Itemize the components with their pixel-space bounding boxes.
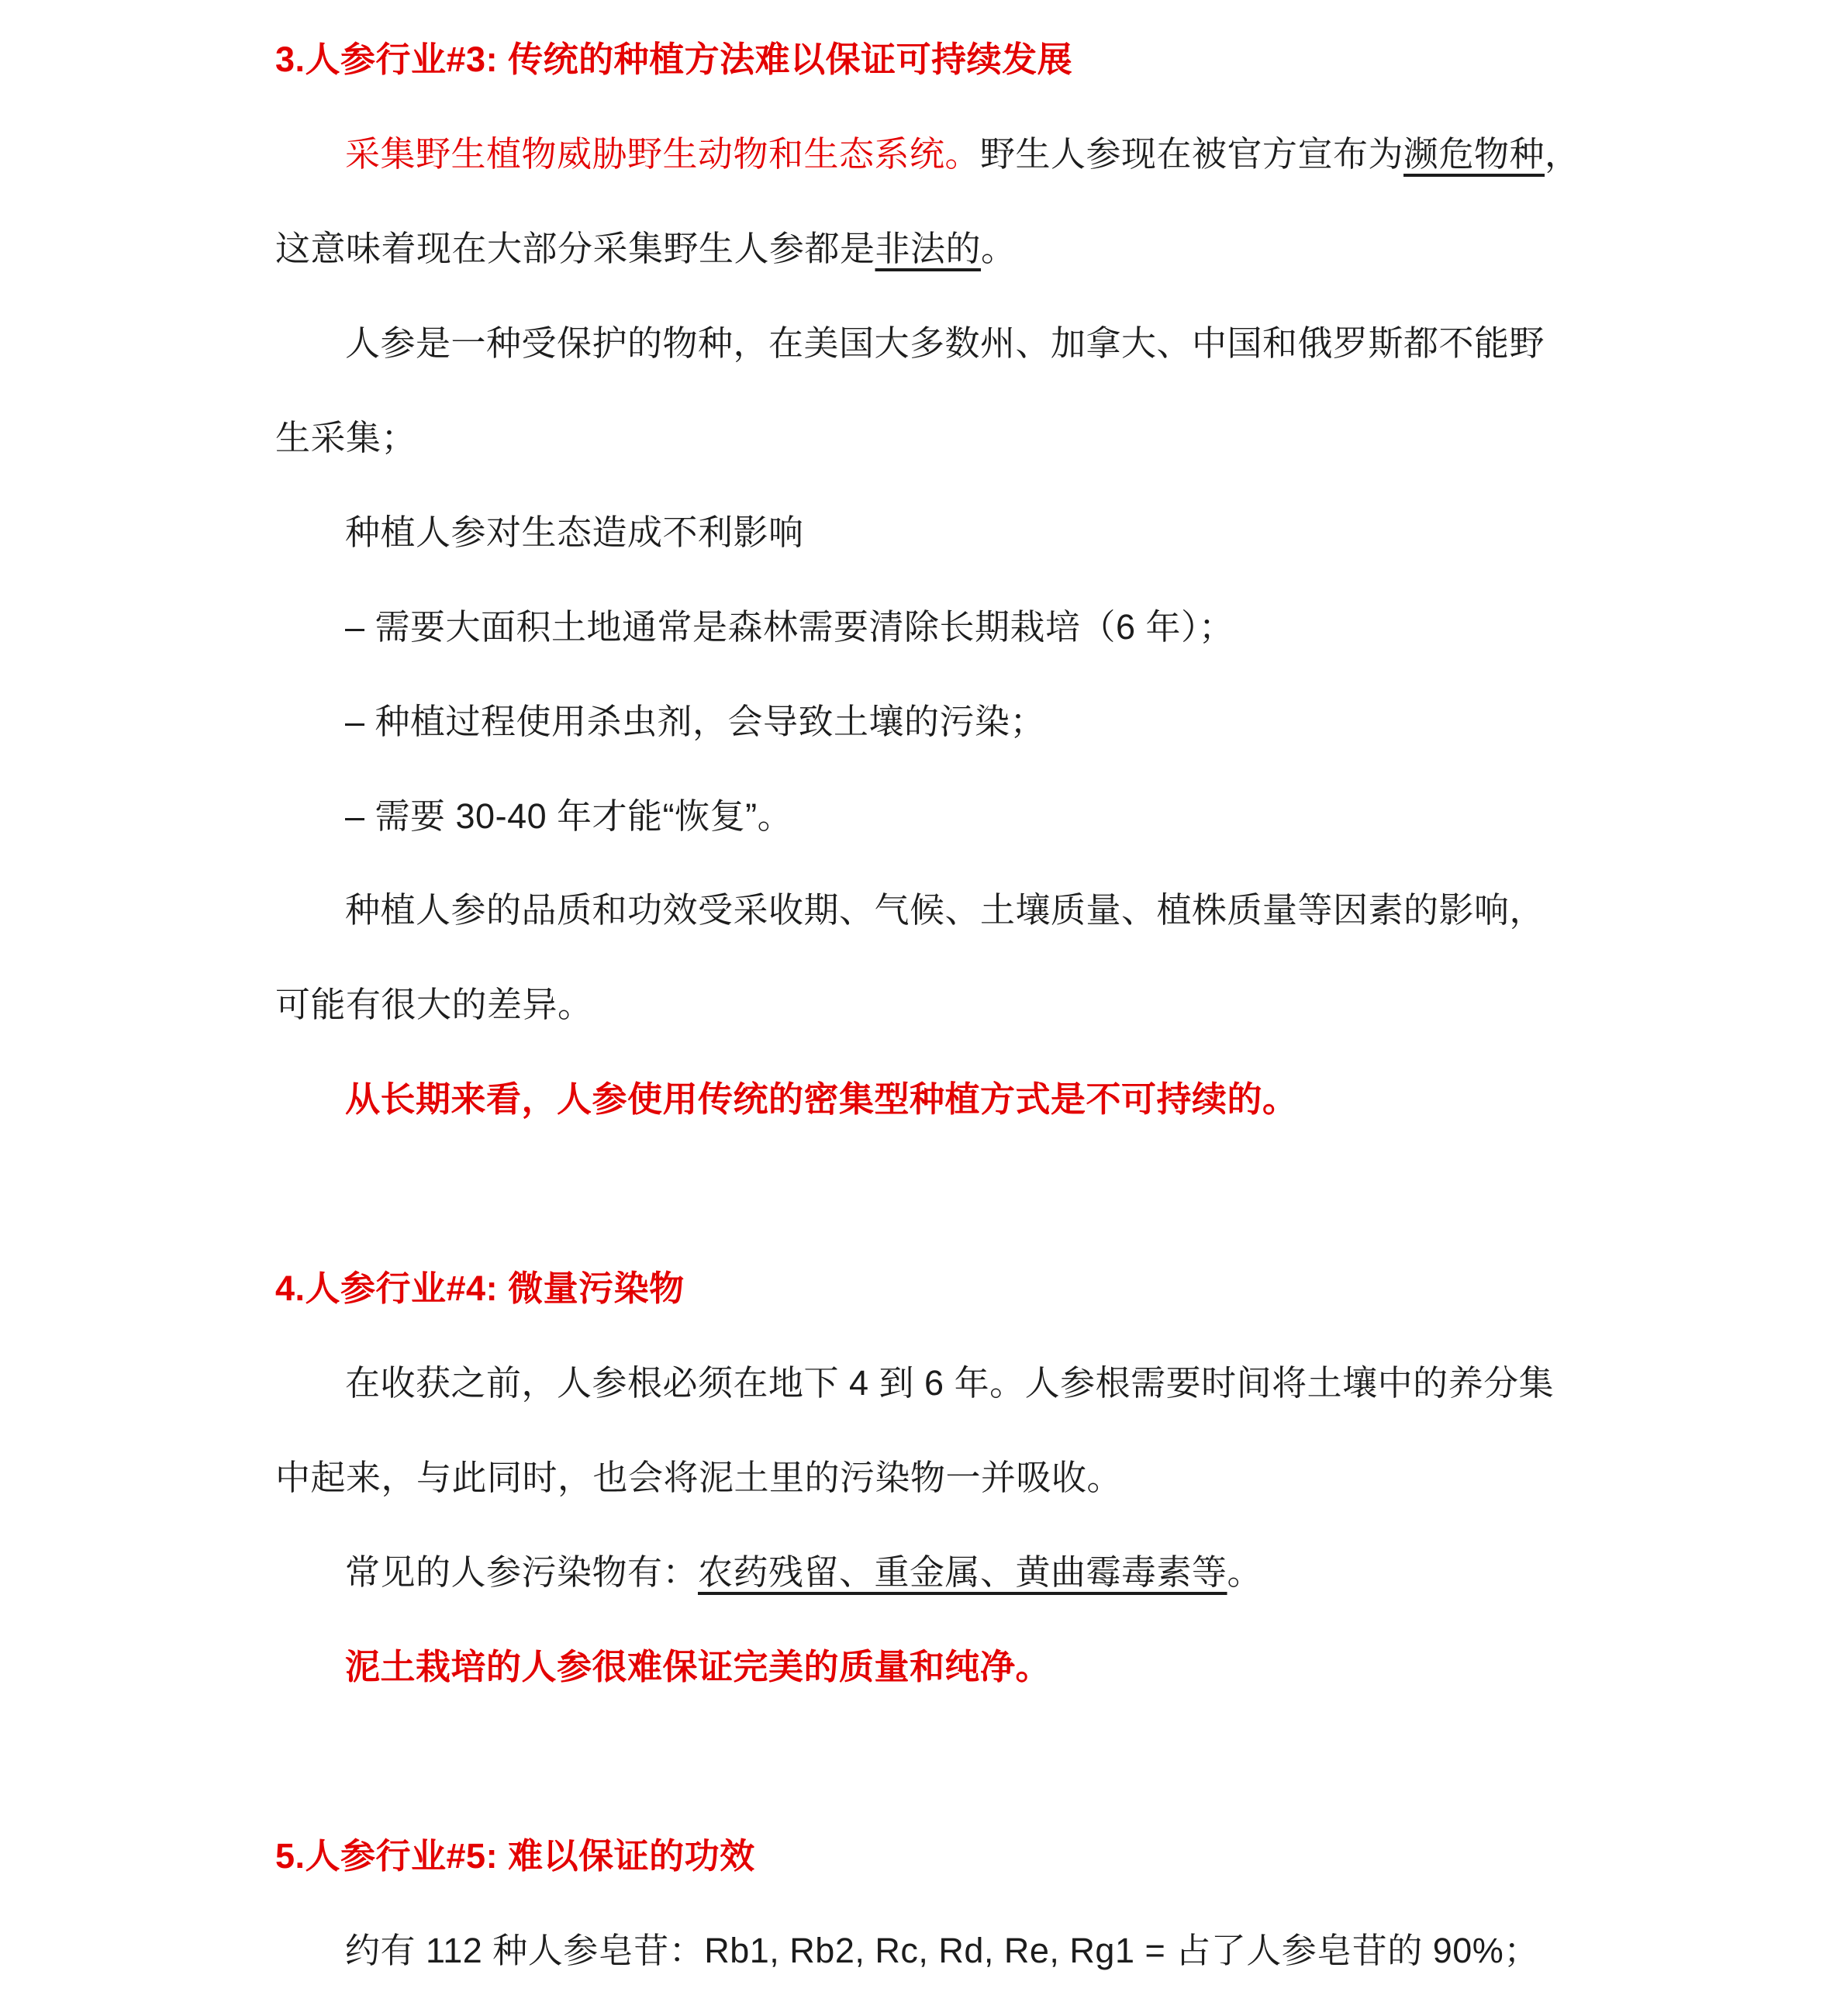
text-run: 。	[1227, 1552, 1263, 1593]
text-run: 可能有很大的差异。	[275, 985, 593, 1025]
text-run: 濒危物种	[1403, 133, 1545, 174]
text-run: 这意味着现在大部分采集野生人参都是	[275, 228, 875, 268]
text-run: 种植人参对生态造成不利影响	[345, 512, 804, 552]
text-run: 非法的	[875, 228, 982, 268]
paragraph	[275, 1336, 1614, 1525]
section-heading	[275, 12, 1614, 107]
text-run: 农药残留、重金属、黄曲霉毒素等	[698, 1552, 1227, 1593]
text-run: 人参是一种受保护的物种，在美国大多数州、加拿大、中国和俄罗斯都不能野	[345, 323, 1545, 363]
blank-line	[275, 1147, 1614, 1241]
text-run: 5.人参行业#5: 难以保证的功效	[275, 1835, 755, 1876]
paragraph	[275, 675, 1614, 769]
text-run: 采集野生植物威胁野生动物和生态系统。	[345, 133, 981, 174]
text-run: 。	[981, 228, 1017, 268]
paragraph	[275, 863, 1614, 1052]
text-run: 泥土栽培的人参很难保证完美的质量和纯净。	[345, 1647, 1051, 1686]
paragraph	[275, 1904, 1614, 1998]
text-run: 野生人参现在被官方宣布为	[980, 133, 1404, 174]
text-run: 生采集；	[275, 417, 417, 457]
text-run: 种植人参的品质和功效受采收期、气候、土壤质量、植株质量等因素的影响，	[345, 890, 1545, 930]
blank-line	[275, 1714, 1614, 1809]
text-run: 在收获之前，人参根必须在地下 4 到 6 年。人参根需要时间将土壤中的养分集	[345, 1363, 1555, 1403]
paragraph	[275, 1525, 1614, 1620]
text-run: 4.人参行业#4: 微量污染物	[275, 1269, 685, 1309]
text-run: – 种植过程使用杀虫剂，会导致土壤的污染；	[345, 701, 1046, 741]
paragraph	[275, 1620, 1614, 1714]
text-run: – 需要 30-40 年才能“恢复”。	[345, 796, 793, 836]
paragraph	[275, 580, 1614, 675]
paragraph	[275, 485, 1614, 580]
section-heading	[275, 1809, 1614, 1904]
paragraph	[275, 1052, 1614, 1147]
paragraph	[275, 296, 1614, 485]
text-run: 常见的人参污染物有：	[345, 1552, 699, 1593]
text-run: 从长期来看，人参使用传统的密集型种植方式是不可持续的。	[345, 1079, 1298, 1120]
text-run: ，	[1545, 133, 1580, 174]
paragraph	[275, 769, 1614, 864]
text-run: 约有 112 种人参皂苷：Rb1, Rb2, Rc, Rd, Re, Rg1 = 占了人参皂苷的 90%；	[345, 1930, 1539, 1970]
text-run: 3.人参行业#3: 传统的种植方法难以保证可持续发展	[275, 40, 1073, 79]
text-run: – 需要大面积土地通常是森林需要清除长期栽培（6 年）；	[345, 606, 1234, 647]
text-run: 中起来，与此同时，也会将泥土里的污染物一并吸收。	[275, 1458, 1123, 1498]
paragraph	[275, 107, 1614, 296]
section-heading	[275, 1241, 1614, 1336]
